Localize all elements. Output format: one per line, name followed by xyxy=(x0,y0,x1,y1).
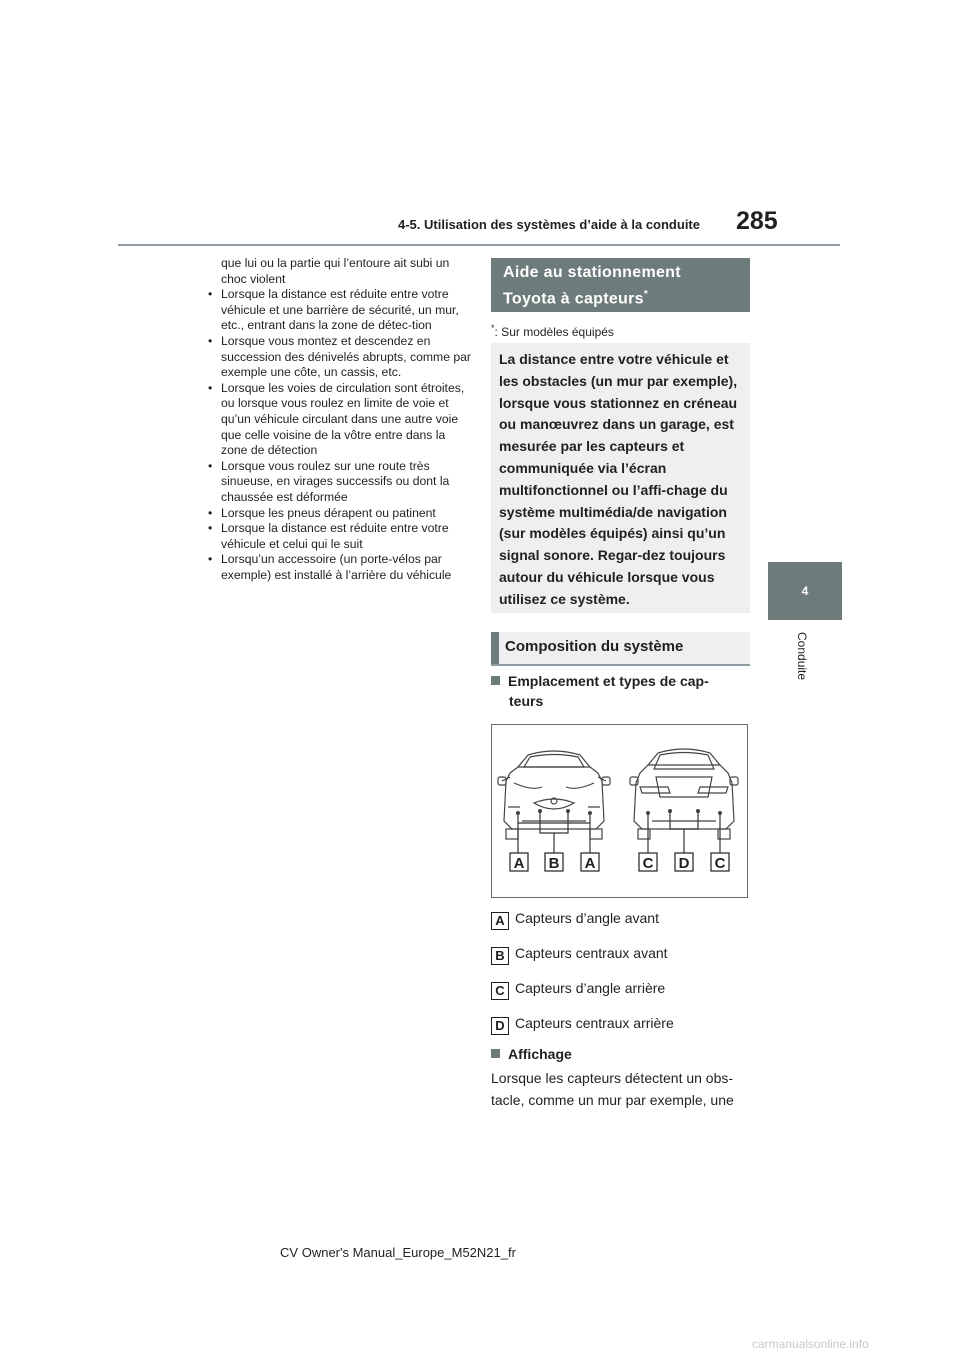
list-item: • Lorsque les pneus dérapent ou patinent xyxy=(205,506,475,522)
sub-heading-line1: Emplacement et types de cap- xyxy=(508,673,709,689)
figure-label: A xyxy=(584,855,596,872)
figure-label: C xyxy=(714,855,726,872)
list-item: • Lorsqu’un accessoire (un porte-vélos par exemple) est installé à l’arrière du véhicule xyxy=(205,552,475,583)
left-column xyxy=(205,256,475,583)
car-illustration xyxy=(492,725,747,897)
list-item: • Lorsque vous montez et descendez en succession des dénivelés abrupts, comme par exemple une côte, un cassis, etc. xyxy=(205,334,475,381)
sensor-diagram xyxy=(491,724,748,898)
rear-car-icon xyxy=(630,749,738,839)
legend-letter: B xyxy=(491,947,509,965)
legend-text: Capteurs d’angle avant xyxy=(515,910,659,926)
figure-label: D xyxy=(678,855,690,872)
affichage-heading-text: Affichage xyxy=(508,1046,572,1062)
feature-title-box xyxy=(491,258,750,312)
footer xyxy=(0,1245,960,1260)
legend-item xyxy=(491,910,659,930)
feature-title-line2: Toyota à capteurs xyxy=(503,290,644,308)
figure-label: C xyxy=(642,855,654,872)
footnote-marker: * xyxy=(491,323,495,333)
legend-item xyxy=(491,945,668,965)
chapter-label-text: Conduite xyxy=(795,632,809,681)
chapter-label xyxy=(792,632,812,692)
sensor-location-heading xyxy=(491,672,750,711)
legend-letter: D xyxy=(491,1017,509,1035)
list-item: • Lorsque la distance est réduite entre votre véhicule et une barrière de sécurité, un mur, etc., entrant dans la zone de détec-tion xyxy=(205,287,475,334)
footnote xyxy=(491,323,614,339)
legend-item xyxy=(491,1015,674,1035)
chapter-number: 4 xyxy=(801,584,809,598)
front-car-icon xyxy=(498,751,610,839)
affichage-heading xyxy=(491,1046,572,1062)
conditions-list xyxy=(205,287,475,583)
intro-box xyxy=(491,343,750,613)
legend-text: Capteurs d’angle arrière xyxy=(515,980,666,996)
legend-letter: C xyxy=(491,982,509,1000)
legend-text: Capteurs centraux avant xyxy=(515,945,668,961)
figure-label: B xyxy=(548,855,560,872)
legend-letter: A xyxy=(491,912,509,930)
composition-heading xyxy=(491,632,750,665)
square-bullet-icon xyxy=(491,1049,500,1058)
affichage-text: Lorsque les capteurs détectent un obs-tacle, comme un mur par exemple, une xyxy=(491,1070,734,1108)
footer-text: CV Owner's Manual_Europe_M52N21_fr xyxy=(280,1245,516,1260)
footnote-text: : Sur modèles équipés xyxy=(494,325,614,339)
composition-divider xyxy=(491,664,750,666)
composition-heading-text: Composition du système xyxy=(505,638,684,655)
chapter-tab xyxy=(768,562,842,620)
square-bullet-icon xyxy=(491,676,500,685)
list-item: • Lorsque la distance est réduite entre votre véhicule et celui qui le suit xyxy=(205,521,475,552)
figure-label: A xyxy=(513,855,525,872)
page-number: 285 xyxy=(736,207,778,235)
list-item: • Lorsque vous roulez sur une route très sinueuse, en virages successifs ou dont la chaussée est déformée xyxy=(205,459,475,506)
continuation-text: que lui ou la partie qui l’entoure ait subi un choc violent xyxy=(221,256,450,286)
list-item: • Lorsque les voies de circulation sont étroites, ou lorsque vous roulez en limite de voie et qu’un véhicule circulant dans une autre voie que celle voisine de la vôtre entre dans la zone de détection xyxy=(205,381,475,459)
header-divider xyxy=(118,244,840,246)
section-title: 4-5. Utilisation des systèmes d’aide à la conduite xyxy=(398,217,700,232)
watermark: carmanualsonline.info xyxy=(752,1337,869,1351)
intro-text: La distance entre votre véhicule et les obstacles (un mur par exemple), lorsque vous stationnez en créneau ou manœuvrez dans un garage, est mesurée par les capteurs et communiquée via l’écran multifonctionnel ou l’affi-chage du système multimédia/de navigation (sur modèles équipés) ainsi qu’un signal sonore. Regar-dez toujours autour du véhicule lorsque vous utilisez ce système. xyxy=(499,351,738,607)
title-footnote-marker: * xyxy=(643,289,649,300)
feature-title-line1: Aide au stationnement xyxy=(503,264,681,281)
legend-item xyxy=(491,980,665,1000)
legend-text: Capteurs centraux arrière xyxy=(515,1015,674,1031)
feature-title xyxy=(503,262,681,310)
sub-heading-line2: teurs xyxy=(509,692,544,709)
